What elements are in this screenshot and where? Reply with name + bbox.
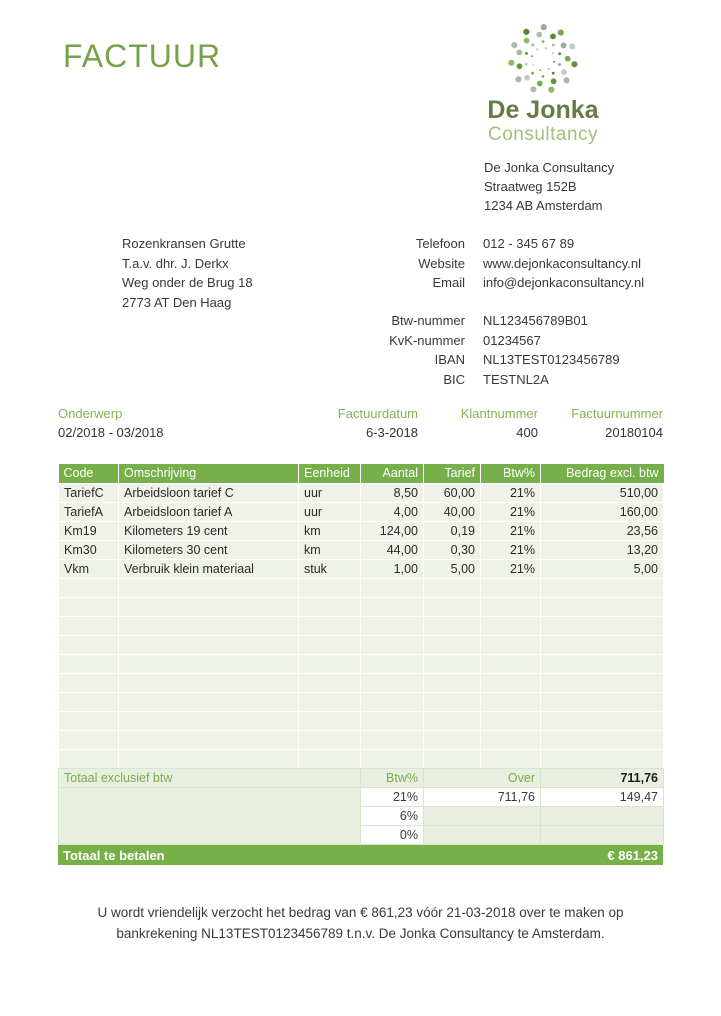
empty-cell [424,711,481,730]
logo-dots-icon [477,22,609,96]
table-row [59,559,664,578]
empty-row [59,730,664,749]
cell-aantal: 8,50 [361,483,424,502]
client-address [122,234,253,312]
empty-cell [59,730,119,749]
empty-cell [119,711,299,730]
empty-cell [361,654,424,673]
meta-label: Klantnummer [460,406,538,421]
empty-cell [59,654,119,673]
empty-cell [541,597,664,616]
contact-info [355,234,644,293]
empty-cell [361,692,424,711]
client-city: 2773 AT Den Haag [122,294,232,310]
empty-cell [59,749,119,768]
company-name: De Jonka Consultancy [484,160,615,175]
vat-amount [541,807,664,826]
cell-tarief: 60,00 [424,483,481,502]
empty-cell [541,635,664,654]
empty-cell [481,730,541,749]
column-header-code: Code [59,464,119,483]
column-header-eenheid: Eenheid [299,464,361,483]
registration-value: 01234567 [483,332,541,348]
empty-cell [424,597,481,616]
empty-cell [361,711,424,730]
payment-note-line1: U wordt vriendelijk verzocht het bedrag van € 861,23 vóór 21-03-2018 over te maken op [97,905,624,920]
totals-section [58,768,664,845]
cell-btw: 21% [481,559,541,578]
column-header-omschrijving: Omschrijving [119,464,299,483]
empty-cell [541,749,664,768]
vat-rate: 0% [361,826,424,845]
registration-row-iban [355,350,620,370]
items-table-body [59,483,664,768]
cell-code: Vkm [59,559,119,578]
client-street: Weg onder de Brug 18 [122,275,253,290]
empty-cell [299,654,361,673]
empty-cell [299,730,361,749]
cell-btw: 21% [481,502,541,521]
table-row [59,521,664,540]
empty-row [59,673,664,692]
empty-cell [541,616,664,635]
cell-btw: 21% [481,483,541,502]
empty-cell [299,635,361,654]
invoice-meta [58,406,663,440]
empty-cell [361,616,424,635]
vat-amount: 149,47 [541,788,664,807]
cell-eenheid: stuk [299,559,361,578]
empty-cell [481,692,541,711]
empty-cell [424,749,481,768]
table-row [59,502,664,521]
cell-omschrijving: Arbeidsloon tarief C [119,483,299,502]
empty-cell [361,597,424,616]
vat-amount [541,826,664,845]
empty-cell [119,749,299,768]
empty-cell [541,692,664,711]
cell-bedrag: 13,20 [541,540,664,559]
empty-cell [481,616,541,635]
empty-cell [119,616,299,635]
empty-cell [119,654,299,673]
vat-over [424,807,541,826]
cell-eenheid: km [299,540,361,559]
registration-value: NL13TEST0123456789 [483,352,620,367]
empty-cell [481,597,541,616]
empty-cell [59,692,119,711]
empty-cell [424,673,481,692]
cell-tarief: 0,30 [424,540,481,559]
company-city: 1234 AB Amsterdam [484,198,603,213]
empty-cell [299,597,361,616]
payment-note [58,902,663,944]
empty-cell [361,635,424,654]
cell-tarief: 0,19 [424,521,481,540]
empty-cell [299,616,361,635]
empty-cell [299,692,361,711]
empty-cell [481,635,541,654]
client-name: Rozenkransen Grutte [122,236,246,251]
vat-over: 711,76 [424,788,541,807]
empty-cell [541,711,664,730]
cell-code: TariefC [59,483,119,502]
over-column-header: Over [424,769,541,788]
items-table [58,464,664,769]
cell-code: Km30 [59,540,119,559]
empty-cell [59,635,119,654]
totals-header-row [59,769,664,788]
table-header-row [59,464,664,483]
empty-cell [59,673,119,692]
registration-label: BIC [443,371,465,387]
empty-cell [119,730,299,749]
contact-value: info@dejonkaconsultancy.nl [483,275,645,290]
column-header-tarief: Tarief [424,464,481,483]
meta-value: 20180104 [605,425,663,440]
cell-bedrag: 160,00 [541,502,664,521]
cell-btw: 21% [481,540,541,559]
vat-rate: 21% [361,788,424,807]
logo-name: De Jonka [487,96,599,124]
empty-row [59,635,664,654]
contact-row-website [355,254,644,274]
empty-cell [299,749,361,768]
empty-cell [481,711,541,730]
contact-label: Telefoon [415,236,465,251]
empty-cell [481,578,541,597]
cell-eenheid: km [299,521,361,540]
empty-cell [424,616,481,635]
meta-factuurdatum [258,406,418,440]
page-title: FACTUUR [63,38,222,74]
meta-value: 6-3-2018 [365,425,418,440]
contact-value: 012 - 345 67 89 [483,236,575,251]
contact-row-email [355,273,644,293]
registration-label: Btw-nummer [391,313,465,328]
table-row [59,483,664,502]
total-excl-label: Totaal exclusief btw [59,769,361,788]
empty-cell [361,673,424,692]
totals-spacer-cell [59,788,361,845]
empty-cell [424,692,481,711]
empty-cell [299,673,361,692]
contact-row-telefoon [355,234,644,254]
company-logo [477,22,609,146]
total-excl-amount: 711,76 [541,769,664,788]
registration-label: KvK-nummer [389,332,465,348]
cell-eenheid: uur [299,483,361,502]
cell-aantal: 124,00 [361,521,424,540]
empty-cell [119,597,299,616]
vat-rate: 6% [361,807,424,826]
client-attn: T.a.v. dhr. J. Derkx [122,255,229,271]
registration-info [355,311,620,389]
empty-row [59,749,664,768]
vat-over [424,826,541,845]
btw-column-header: Btw% [361,769,424,788]
registration-row-kvk [355,331,620,351]
total-amount: € 861,23 [607,847,658,863]
cell-eenheid: uur [299,502,361,521]
column-header-aantal: Aantal [361,464,424,483]
meta-klantnummer [418,406,538,440]
empty-cell [541,654,664,673]
empty-cell [541,673,664,692]
meta-label: Factuurnummer [571,406,663,421]
meta-value: 400 [516,425,538,440]
contact-value: www.dejonkaconsultancy.nl [483,255,642,271]
cell-bedrag: 5,00 [541,559,664,578]
empty-cell [119,673,299,692]
empty-row [59,616,664,635]
contact-label: Website [418,255,465,271]
cell-code: Km19 [59,521,119,540]
table-row [59,540,664,559]
empty-cell [424,578,481,597]
empty-cell [424,635,481,654]
empty-cell [424,730,481,749]
empty-cell [424,654,481,673]
empty-row [59,654,664,673]
empty-cell [361,578,424,597]
empty-cell [59,578,119,597]
empty-cell [481,654,541,673]
payment-note-line2: bankrekening NL13TEST0123456789 t.n.v. De Jonka Consultancy te Amsterdam. [116,926,605,941]
column-header-bedrag: Bedrag excl. btw [541,464,664,483]
empty-cell [481,749,541,768]
cell-bedrag: 23,56 [541,521,664,540]
empty-row [59,597,664,616]
cell-bedrag: 510,00 [541,483,664,502]
cell-btw: 21% [481,521,541,540]
empty-cell [481,673,541,692]
registration-row-btw [355,311,620,331]
column-header-btw: Btw% [481,464,541,483]
contact-label: Email [432,275,465,290]
meta-label: Onderwerp [58,406,123,421]
empty-row [59,711,664,730]
cell-aantal: 44,00 [361,540,424,559]
registration-label: IBAN [434,352,465,367]
registration-row-bic [355,370,620,390]
cell-code: TariefA [59,502,119,521]
empty-cell [361,730,424,749]
cell-aantal: 4,00 [361,502,424,521]
empty-cell [119,692,299,711]
vat-row-21 [59,788,664,807]
empty-cell [59,616,119,635]
cell-aantal: 1,00 [361,559,424,578]
cell-tarief: 5,00 [424,559,481,578]
meta-label: Factuurdatum [337,406,418,421]
registration-value: NL123456789B01 [483,313,588,328]
empty-cell [59,711,119,730]
empty-cell [361,749,424,768]
total-label: Totaal te betalen [63,847,165,863]
registration-value: TESTNL2A [483,371,549,387]
empty-cell [541,578,664,597]
empty-cell [299,578,361,597]
empty-cell [59,597,119,616]
total-bar [58,845,663,865]
cell-omschrijving: Kilometers 30 cent [119,540,299,559]
empty-row [59,578,664,597]
cell-omschrijving: Verbruik klein materiaal [119,559,299,578]
cell-omschrijving: Kilometers 19 cent [119,521,299,540]
logo-subtitle: Consultancy [487,124,599,145]
empty-cell [119,635,299,654]
empty-cell [119,578,299,597]
company-address [484,158,614,215]
empty-cell [541,730,664,749]
meta-onderwerp [58,406,258,440]
company-street: Straatweg 152B [484,179,577,194]
cell-tarief: 40,00 [424,502,481,521]
meta-factuurnummer [538,406,663,440]
cell-omschrijving: Arbeidsloon tarief A [119,502,299,521]
empty-cell [299,711,361,730]
meta-value: 02/2018 - 03/2018 [58,425,164,440]
empty-row [59,692,664,711]
